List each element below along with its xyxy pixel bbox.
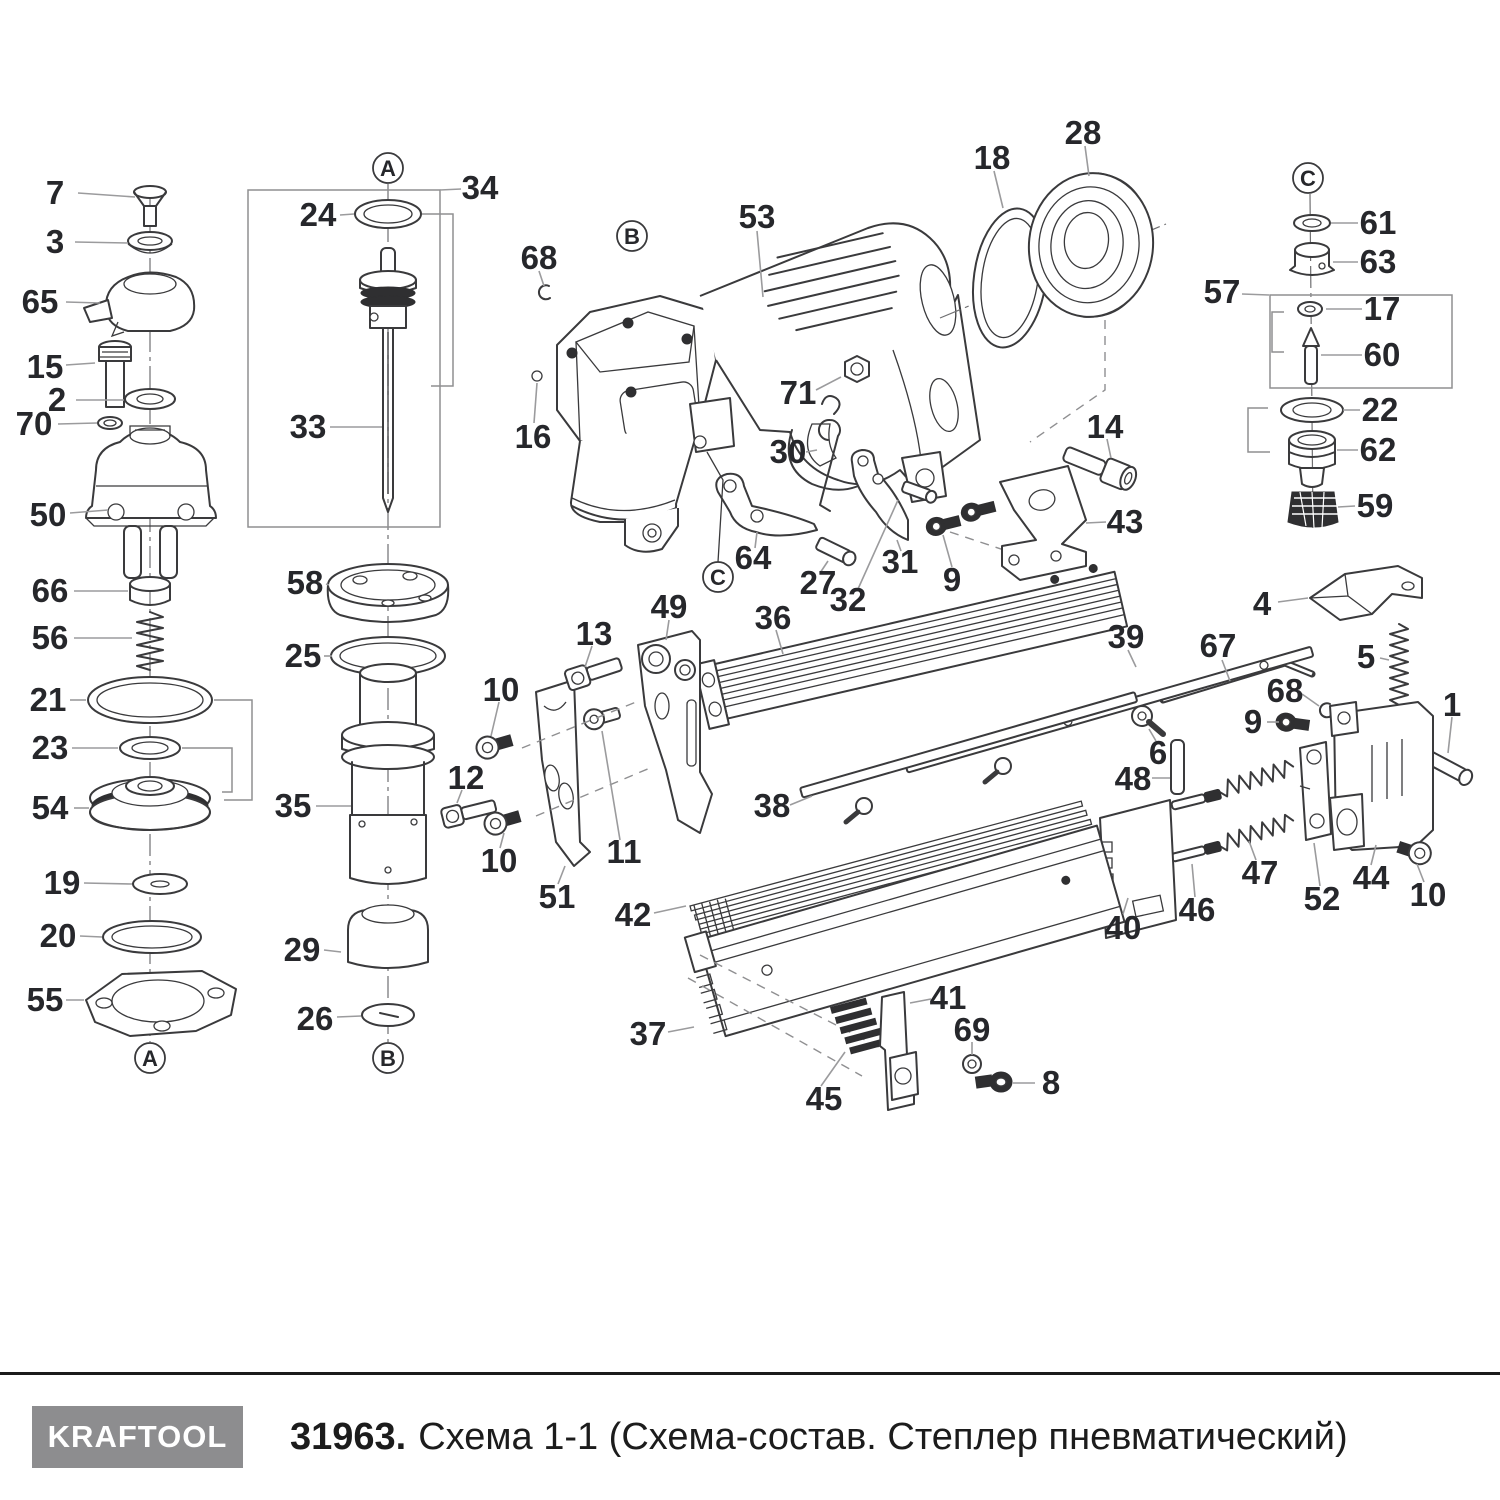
part-label-28-36: 28 bbox=[1064, 114, 1102, 151]
part-label-15-3: 15 bbox=[26, 348, 64, 385]
part-label-66-7: 66 bbox=[31, 572, 69, 609]
part-label-45-64: 45 bbox=[805, 1080, 843, 1117]
part-label-27-29: 27 bbox=[799, 564, 837, 601]
part-label-3-1: 3 bbox=[45, 223, 65, 260]
part-label-16-25: 16 bbox=[514, 418, 552, 455]
part-label-10-56: 10 bbox=[1409, 876, 1447, 913]
part-label-48-53: 48 bbox=[1114, 760, 1152, 797]
section-marker-letter-A-1: A bbox=[142, 1046, 158, 1071]
part-label-2-4: 2 bbox=[47, 381, 67, 418]
part-label-71-26: 71 bbox=[779, 374, 817, 411]
part-label-47-57: 47 bbox=[1241, 854, 1279, 891]
part-label-44-54: 44 bbox=[1352, 859, 1390, 896]
sheet-caption bbox=[290, 1406, 1348, 1468]
part-label-54-11: 54 bbox=[31, 789, 69, 826]
part-label-62-43: 62 bbox=[1359, 431, 1397, 468]
part-label-21-9: 21 bbox=[29, 681, 67, 718]
part-label-7-0: 7 bbox=[45, 174, 65, 211]
part-label-29-21: 29 bbox=[283, 931, 321, 968]
part-label-9-31: 9 bbox=[942, 561, 962, 598]
part-label-39-51: 39 bbox=[1107, 618, 1145, 655]
part-label-37-63: 37 bbox=[629, 1015, 667, 1052]
magazine-group-drawing bbox=[685, 560, 1137, 1110]
part-label-60-41: 60 bbox=[1363, 336, 1401, 373]
part-label-12-71: 12 bbox=[447, 759, 485, 796]
part-label-69-66: 69 bbox=[953, 1011, 991, 1048]
part-label-64-28: 64 bbox=[734, 539, 772, 576]
part-label-68-48: 68 bbox=[1266, 672, 1304, 709]
footer-rule bbox=[0, 1372, 1500, 1375]
part-label-14-34: 14 bbox=[1086, 408, 1124, 445]
part-label-10-72: 10 bbox=[480, 842, 518, 879]
footer bbox=[0, 1372, 1500, 1500]
kraftool-logo bbox=[32, 1406, 243, 1468]
part-label-56-8: 56 bbox=[31, 619, 69, 656]
part-label-11-73: 11 bbox=[606, 833, 642, 870]
part-label-20-13: 20 bbox=[39, 917, 77, 954]
part-label-40-59: 40 bbox=[1104, 909, 1142, 946]
section-marker-letter-C-4: C bbox=[710, 565, 726, 590]
section-marker-letter-A-0: A bbox=[380, 156, 396, 181]
piston-cylinder-stack-drawing bbox=[248, 184, 453, 1042]
part-label-30-27: 30 bbox=[769, 433, 807, 470]
part-label-59-44: 59 bbox=[1356, 487, 1394, 524]
part-label-10-70: 10 bbox=[482, 671, 520, 708]
part-label-5-46: 5 bbox=[1356, 638, 1376, 675]
part-label-51-74: 51 bbox=[538, 878, 576, 915]
sheet-code: 31963. bbox=[290, 1415, 407, 1458]
head-valve-stack-drawing bbox=[84, 186, 252, 1042]
part-label-49-68: 49 bbox=[650, 588, 688, 625]
part-label-43-33: 43 bbox=[1106, 503, 1144, 540]
part-label-18-35: 18 bbox=[973, 139, 1011, 176]
part-label-63-38: 63 bbox=[1359, 243, 1397, 280]
part-label-65-2: 65 bbox=[21, 283, 59, 320]
part-label-33-17: 33 bbox=[289, 408, 327, 445]
part-label-55-14: 55 bbox=[26, 981, 64, 1018]
part-label-38-61: 38 bbox=[753, 787, 791, 824]
part-label-9-49: 9 bbox=[1243, 703, 1263, 740]
part-label-4-45: 4 bbox=[1252, 585, 1272, 622]
part-label-68-23: 68 bbox=[520, 239, 558, 276]
part-label-34-15: 34 bbox=[461, 169, 499, 206]
section-marker-letter-B-2: B bbox=[624, 224, 640, 249]
part-label-23-10: 23 bbox=[31, 729, 69, 766]
part-label-1-50: 1 bbox=[1442, 686, 1462, 723]
exhaust-valve-stack-drawing bbox=[1248, 194, 1452, 528]
part-label-52-55: 52 bbox=[1303, 880, 1341, 917]
part-label-26-22: 26 bbox=[296, 1000, 334, 1037]
part-label-13-69: 13 bbox=[575, 615, 613, 652]
part-label-57-39: 57 bbox=[1203, 273, 1241, 310]
part-label-35-20: 35 bbox=[274, 787, 312, 824]
part-label-46-58: 46 bbox=[1178, 891, 1216, 928]
part-label-19-12: 19 bbox=[43, 864, 81, 901]
part-label-8-67: 8 bbox=[1041, 1064, 1061, 1101]
part-label-32-32: 32 bbox=[829, 581, 867, 618]
kraftool-logo-text: KRAFTOOL bbox=[47, 1419, 228, 1454]
section-marker-letter-C-5: C bbox=[1300, 166, 1316, 191]
part-label-42-62: 42 bbox=[614, 896, 652, 933]
part-label-58-18: 58 bbox=[286, 564, 324, 601]
part-label-22-42: 22 bbox=[1361, 391, 1399, 428]
front-plate-group-drawing bbox=[440, 631, 712, 866]
part-label-17-40: 17 bbox=[1363, 290, 1401, 327]
part-label-24-16: 24 bbox=[299, 196, 337, 233]
part-label-53-24: 53 bbox=[738, 198, 776, 235]
sheet-title: Схема 1-1 (Схема-состав. Степлер пневматический) bbox=[418, 1415, 1348, 1458]
part-label-67-47: 67 bbox=[1199, 627, 1237, 664]
part-label-31-30: 31 bbox=[881, 543, 919, 580]
part-label-36-60: 36 bbox=[754, 599, 792, 636]
part-label-6-52: 6 bbox=[1148, 734, 1168, 771]
part-label-50-6: 50 bbox=[29, 496, 67, 533]
part-label-41-65: 41 bbox=[929, 979, 967, 1016]
part-label-61-37: 61 bbox=[1359, 204, 1397, 241]
part-label-70-5: 70 bbox=[15, 405, 53, 442]
part-label-25-19: 25 bbox=[284, 637, 322, 674]
section-marker-letter-B-3: B bbox=[380, 1046, 396, 1071]
